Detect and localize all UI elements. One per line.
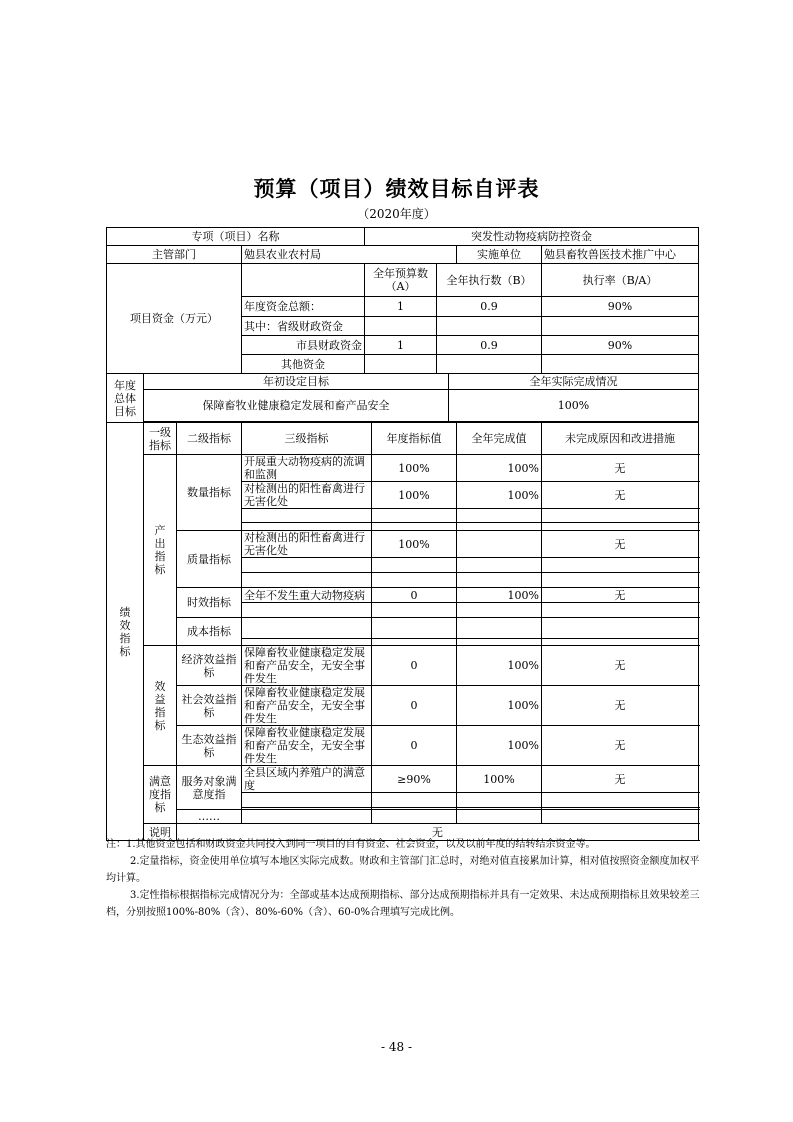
time-label: 时效指标 xyxy=(177,588,242,618)
indicator-row xyxy=(107,810,699,824)
indicator-header-row xyxy=(107,423,699,455)
indicator-reason: 无 xyxy=(542,646,699,686)
funds-header-row xyxy=(107,264,699,297)
dept-row xyxy=(107,246,699,264)
indicator-row xyxy=(107,588,699,603)
col-reason: 未完成原因和改进措施 xyxy=(542,423,699,455)
impl-value: 勉县畜牧兽医技术推广中心 xyxy=(542,246,699,264)
funds-row-name: 其他资金 xyxy=(242,355,365,374)
indicator-actual xyxy=(457,531,542,558)
indicator-reason: 无 xyxy=(542,686,699,726)
funds-row-budget xyxy=(365,355,437,374)
indicator-name: 全年不发生重大动物疫病 xyxy=(242,588,372,603)
funds-row-exec xyxy=(437,355,542,374)
indicator-actual: 100% xyxy=(457,646,542,686)
indicator-target: 0 xyxy=(372,588,457,603)
funds-row-rate xyxy=(542,355,699,374)
satisfaction-l2: 服务对象满意度指 xyxy=(177,766,242,810)
goal-row xyxy=(107,390,699,422)
project-label: 专项（项目）名称 xyxy=(107,228,365,246)
col-target: 年度指标值 xyxy=(372,423,457,455)
indicator-target: 100% xyxy=(372,531,457,558)
indicator-actual: 100% xyxy=(457,686,542,726)
indicator-name: 全县区域内养殖户的满意度 xyxy=(242,766,372,793)
remark-label: 说明 xyxy=(144,824,177,841)
satisfaction-ellipsis: …… xyxy=(177,810,242,824)
funds-row-name: 其中：省级财政资金 xyxy=(242,317,365,336)
indicator-name: 保障畜牧业健康稳定发展和畜产品安全，无安全事件发生 xyxy=(242,726,372,766)
indicator-row xyxy=(107,726,699,766)
funds-row-rate: 90% xyxy=(542,297,699,317)
note-3: 3.定性指标根据指标完成情况分为：全部或基本达成预期指标、部分达成预期指标并具有一定效果、未达成预期指标且效果较差三档，分别按照100%-80%（含）、80%-60%（含）、60-0%合理填写完成比例。 xyxy=(106,890,700,918)
indicators-label-text: 绩效指标 xyxy=(119,605,131,658)
goal-label: 年度总体目标 xyxy=(107,374,144,423)
indicator-target: 100% xyxy=(372,455,457,482)
funds-row-exec: 0.9 xyxy=(437,297,542,317)
page-title: 预算（项目）绩效目标自评表 xyxy=(253,176,540,201)
indicator-actual: 100% xyxy=(457,455,542,482)
goal-header-row xyxy=(107,374,699,390)
col-l3: 三级指标 xyxy=(242,423,372,455)
goal-target: 保障畜牧业健康稳定发展和畜产品安全 xyxy=(144,390,449,422)
project-row xyxy=(107,228,699,246)
satisfaction-label xyxy=(144,766,177,824)
output-label xyxy=(144,455,177,646)
indicator-name: 对检测出的阳性畜禽进行无害化处 xyxy=(242,531,372,558)
funds-label: 项目资金（万元） xyxy=(107,264,242,374)
cost-label: 成本指标 xyxy=(177,618,242,646)
page-number: - 48 - xyxy=(380,1040,412,1054)
indicator-reason: 无 xyxy=(542,531,699,558)
indicator-row xyxy=(107,686,699,726)
benefit-l2: 经济效益指标 xyxy=(177,646,242,686)
col-l1: 一级指标 xyxy=(144,423,177,455)
indicator-reason: 无 xyxy=(542,726,699,766)
dept-value: 勉县农业农村局 xyxy=(242,246,457,264)
project-value: 突发性动物疫病防控资金 xyxy=(365,228,699,246)
indicator-actual: 100% xyxy=(457,766,542,793)
benefit-l2: 生态效益指标 xyxy=(177,726,242,766)
indicator-target: 0 xyxy=(372,686,457,726)
indicator-row xyxy=(107,646,699,686)
indicators-label xyxy=(107,423,144,841)
indicator-actual: 100% xyxy=(457,588,542,603)
note-1: 注：1.其他资金包括和财政资金共同投入到同一项目的自有资金、社会资金，以及以前年度的结转结余资金等。 xyxy=(106,839,596,850)
indicator-name: 保障畜牧业健康稳定发展和畜产品安全，无安全事件发生 xyxy=(242,646,372,686)
goal-col-target: 年初设定目标 xyxy=(144,374,449,390)
indicator-row xyxy=(107,766,699,793)
benefit-label xyxy=(144,646,177,766)
indicator-reason: 无 xyxy=(542,588,699,603)
funds-blank xyxy=(242,264,365,297)
funds-col-exec: 全年执行数（B） xyxy=(437,264,542,297)
funds-row-rate: 90% xyxy=(542,336,699,355)
indicator-actual: 100% xyxy=(457,482,542,509)
benefit-label-text: 效益指标 xyxy=(154,679,166,732)
indicator-target: 100% xyxy=(372,482,457,509)
indicator-target: ≥90% xyxy=(372,766,457,793)
benefit-l2: 社会效益指标 xyxy=(177,686,242,726)
funds-row-budget: 1 xyxy=(365,336,437,355)
evaluation-table xyxy=(106,227,699,841)
indicator-name: 保障畜牧业健康稳定发展和畜产品安全，无安全事件发生 xyxy=(242,686,372,726)
satisfaction-label-text: 满意度指标 xyxy=(149,775,171,814)
quantity-label: 数量指标 xyxy=(177,455,242,531)
indicator-target: 0 xyxy=(372,726,457,766)
goal-col-actual: 全年实际完成情况 xyxy=(449,374,699,390)
indicator-row xyxy=(107,455,699,482)
indicator-actual: 100% xyxy=(457,726,542,766)
impl-label: 实施单位 xyxy=(457,246,542,264)
funds-row-budget xyxy=(365,317,437,336)
goal-actual: 100% xyxy=(449,390,699,422)
funds-col-rate: 执行率（B/A） xyxy=(542,264,699,297)
funds-col-budget: 全年预算数（A） xyxy=(365,264,437,297)
indicator-name: 开展重大动物疫病的流调和监测 xyxy=(242,455,372,482)
output-label-text: 产出指标 xyxy=(154,524,166,576)
indicator-target: 0 xyxy=(372,646,457,686)
funds-row-exec xyxy=(437,317,542,336)
funds-row-name: 年度资金总额： xyxy=(242,297,365,317)
remark-value: 无 xyxy=(177,824,699,841)
col-actual: 全年完成值 xyxy=(457,423,542,455)
indicator-reason: 无 xyxy=(542,455,699,482)
funds-row-exec: 0.9 xyxy=(437,336,542,355)
dept-label: 主管部门 xyxy=(107,246,242,264)
page-subtitle: （2020年度） xyxy=(357,207,436,221)
indicator-reason: 无 xyxy=(542,482,699,509)
notes xyxy=(106,836,702,921)
funds-row-name: 市县财政资金 xyxy=(242,336,365,355)
funds-row-budget: 1 xyxy=(365,297,437,317)
col-l2: 二级指标 xyxy=(177,423,242,455)
indicator-row xyxy=(107,618,699,646)
quality-label: 质量指标 xyxy=(177,531,242,588)
indicator-row xyxy=(107,531,699,558)
funds-row-rate xyxy=(542,317,699,336)
note-2: 2.定量指标，资金使用单位填写本地区实际完成数。财政和主管部门汇总时，对绝对值直接累加计算，相对值按照资金额度加权平均计算。 xyxy=(106,856,700,884)
indicator-reason: 无 xyxy=(542,766,699,793)
indicator-name: 对检测出的阳性畜禽进行无害化处 xyxy=(242,482,372,509)
